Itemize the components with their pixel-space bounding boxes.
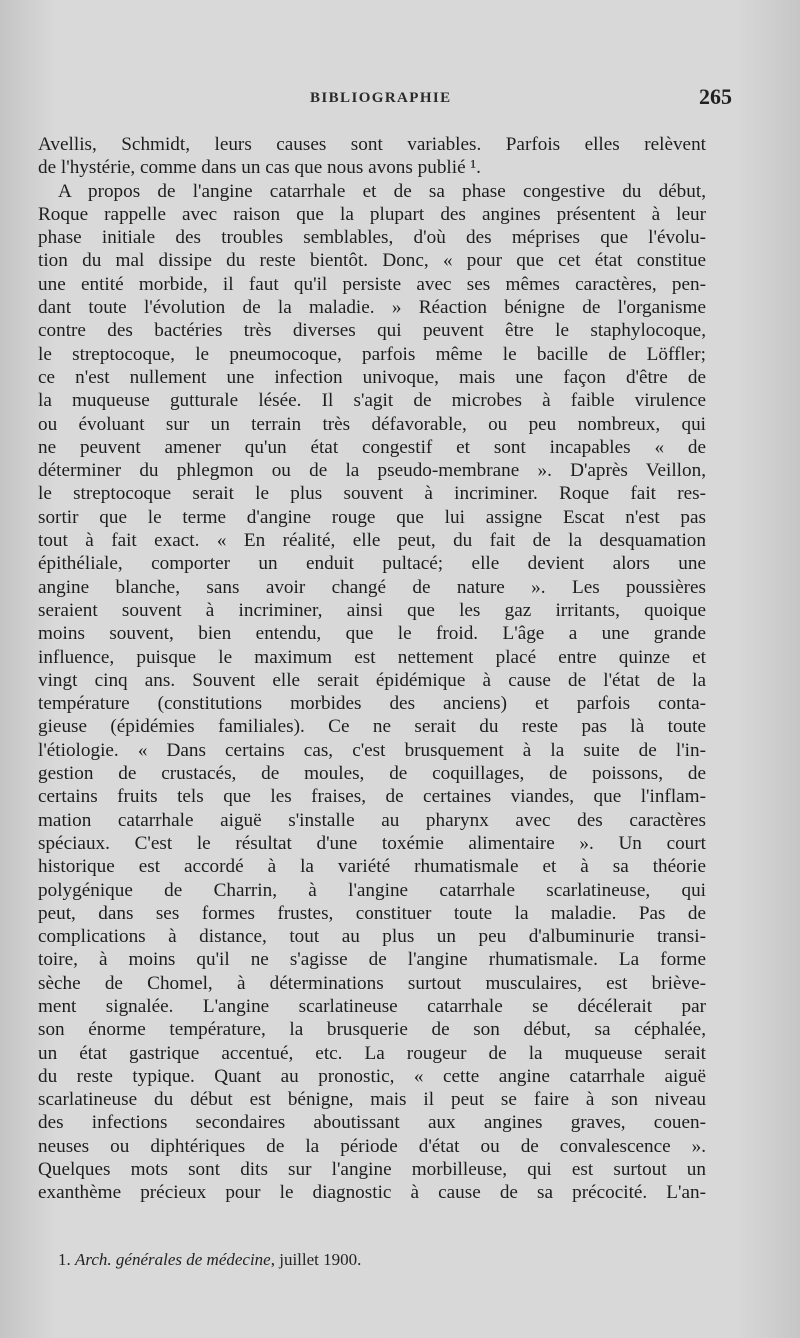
text-line: la muqueuse gutturale lésée. Il s'agit de microbes à faible virulence bbox=[38, 390, 706, 412]
text-line: spéciaux. C'est le résultat d'une toxémie alimentaire ». Un court bbox=[38, 832, 706, 854]
text-line: déterminer du phlegmon ou de la pseudo-membrane ». D'après Veillon, bbox=[38, 460, 706, 482]
text-line: gestion de crustacés, de moules, de coquillages, de poissons, de bbox=[38, 763, 706, 785]
text-line: de l'hystérie, comme dans un cas que nous avons publié ¹. bbox=[38, 157, 481, 179]
text-line: tout à fait exact. « En réalité, elle peut, du fait de la desquamation bbox=[38, 530, 706, 552]
text-line: température (constitutions morbides des anciens) et parfois conta- bbox=[38, 693, 706, 715]
text-line: certains fruits tels que les fraises, de certaines viandes, que l'inflam- bbox=[38, 786, 706, 808]
footnote-marker: 1. bbox=[58, 1250, 71, 1269]
text-line: des infections secondaires aboutissant aux angines graves, couen- bbox=[38, 1112, 706, 1134]
text-line: A propos de l'angine catarrhale et de sa phase congestive du début, bbox=[58, 180, 706, 202]
text-line: sortir que le terme d'angine rouge que lui assigne Escat n'est pas bbox=[38, 506, 706, 528]
text-line: un état gastrique accentué, etc. La rougeur de la muqueuse serait bbox=[38, 1042, 706, 1064]
text-line: phase initiale des troubles semblables, d'où des méprises que l'évolu- bbox=[38, 227, 706, 249]
text-line: le streptocoque, le pneumocoque, parfois même le bacille de Löffler; bbox=[38, 343, 706, 365]
text-line: ment signalée. L'angine scarlatineuse catarrhale se décélerait par bbox=[38, 995, 706, 1017]
page-number: 265 bbox=[699, 84, 732, 109]
text-line: son énorme température, la brusquerie de son début, sa céphalée, bbox=[38, 1019, 706, 1041]
text-line: gieuse (épidémies familiales). Ce ne serait du reste pas là toute bbox=[38, 716, 706, 738]
footnote-journal-title: Arch. générales de médecine bbox=[75, 1250, 271, 1269]
text-line: sèche de Chomel, à déterminations surtout musculaires, est briève- bbox=[38, 972, 706, 994]
text-line: tion du mal dissipe du reste bientôt. Donc, « pour que cet état constitue bbox=[38, 250, 706, 272]
text-line: du reste typique. Quant au pronostic, « cette angine catarrhale aiguë bbox=[38, 1065, 706, 1087]
text-line: contre des bactéries très diverses qui peuvent être le staphylocoque, bbox=[38, 320, 706, 342]
footnote bbox=[58, 1250, 361, 1270]
text-line: toire, à moins qu'il ne s'agisse de l'angine rhumatismale. La forme bbox=[38, 949, 706, 971]
text-line: exanthème précieux pour le diagnostic à cause de sa précocité. L'an- bbox=[38, 1182, 706, 1204]
text-line: influence, puisque le maximum est nettement placé entre quinze et bbox=[38, 646, 706, 668]
text-line: scarlatineuse du début est bénigne, mais il peut se faire à son niveau bbox=[38, 1089, 706, 1111]
text-line: seraient souvent à incriminer, ainsi que les gaz irritants, quoique bbox=[38, 599, 706, 621]
body-text bbox=[38, 133, 706, 1205]
text-line: ou évoluant sur un terrain très défavorable, ou peu nombreux, qui bbox=[38, 413, 706, 435]
text-line: épithéliale, comporter un enduit pultacé; elle devient alors une bbox=[38, 553, 706, 575]
text-line: complications à distance, tout au plus un peu d'albuminurie transi- bbox=[38, 926, 706, 948]
text-line: mation catarrhale aiguë s'installe au pharynx avec des caractères bbox=[38, 809, 706, 831]
text-line: ne peuvent amener qu'un état congestif et sont incapables « de bbox=[38, 436, 706, 458]
footnote-date: , juillet 1900. bbox=[270, 1250, 362, 1269]
text-line: Roque rappelle avec raison que la plupart des angines présentent à leur bbox=[38, 203, 706, 225]
text-line: l'étiologie. « Dans certains cas, c'est brusquement à la suite de l'in- bbox=[38, 739, 706, 761]
text-line: polygénique de Charrin, à l'angine catarrhale scarlatineuse, qui bbox=[38, 879, 706, 901]
text-line: le streptocoque serait le plus souvent à incriminer. Roque fait res- bbox=[38, 483, 706, 505]
text-line: moins souvent, bien entendu, que le froid. L'âge a une grande bbox=[38, 623, 706, 645]
page-header bbox=[38, 84, 732, 118]
running-head: BIBLIOGRAPHIE bbox=[310, 90, 452, 106]
text-line: Avellis, Schmidt, leurs causes sont variables. Parfois elles relèvent bbox=[38, 134, 706, 155]
text-line: neuses ou diphtériques de la période d'état ou de convalescence ». bbox=[38, 1135, 706, 1157]
text-line: dant toute l'évolution de la maladie. » Réaction bénigne de l'organisme bbox=[38, 297, 706, 319]
text-line: historique est accordé à la variété rhumatismale et à sa théorie bbox=[38, 856, 706, 878]
text-line: angine blanche, sans avoir changé de nature ». Les poussières bbox=[38, 576, 706, 598]
text-line: une entité morbide, il faut qu'il persiste avec ses mêmes caractères, pen- bbox=[38, 273, 706, 295]
text-line: ce n'est nullement une infection univoque, mais une façon d'être de bbox=[38, 366, 706, 388]
text-line: peut, dans ses formes frustes, constituer toute la maladie. Pas de bbox=[38, 902, 706, 924]
text-line: vingt cinq ans. Souvent elle serait épidémique à cause de l'état de la bbox=[38, 669, 706, 691]
text-line: Quelques mots sont dits sur l'angine morbilleuse, qui est surtout un bbox=[38, 1159, 706, 1181]
